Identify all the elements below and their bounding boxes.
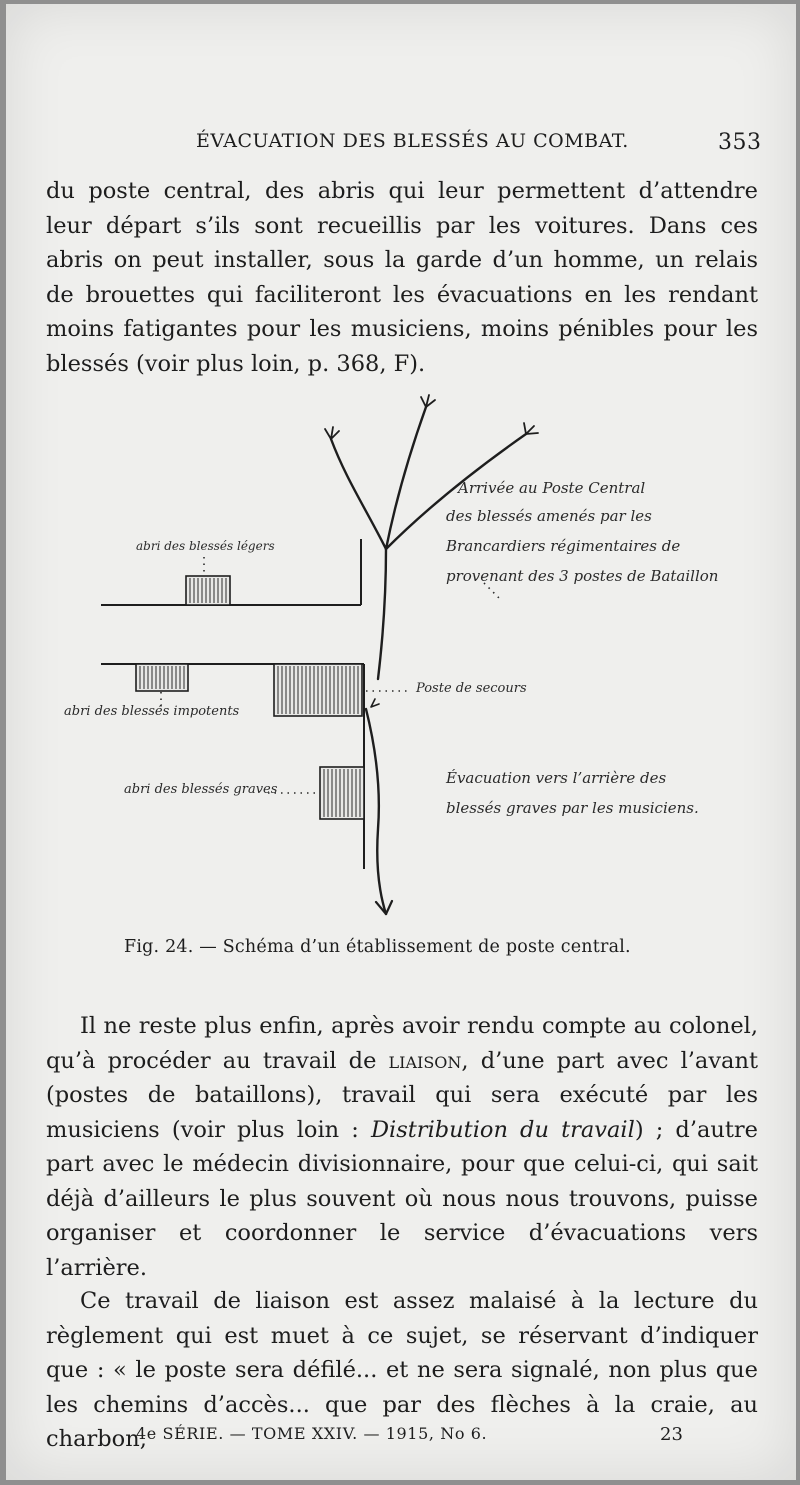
footer-series: 4e SÉRIE. — TOME XXIV. — 1915, No 6. <box>136 1424 488 1443</box>
paragraph-3: Ce travail de liaison est assez malaisé à la lecture du règlement qui est muet à ce sujet, se réservant d’indiquer que : « le poste sera défilé... et ne sera signalé, non plus que les chemins d’accès... que par des flèches à la craie, au charbon, <box>46 1288 758 1452</box>
abri-graves-box <box>320 767 364 819</box>
figure-24 <box>6 389 796 929</box>
paragraph-2-part2: , d’une part avec l’avant (postes de bataillons), travail qui sera exécuté par les musiciens (voir plus loin : <box>46 1047 758 1143</box>
liaison-term: liaison <box>388 1047 462 1074</box>
figure-drawing <box>6 389 796 929</box>
paragraph-2 <box>46 1009 758 1285</box>
evacuation-arrow <box>366 709 386 914</box>
book-page <box>6 4 796 1480</box>
label-arrival-3: Brancardiers régimentaires de <box>446 537 681 555</box>
label-arrival-1: Arrivée au Poste Central <box>458 479 646 497</box>
label-arrival-4: provenant des 3 postes de Bataillon <box>446 567 719 585</box>
label-evacuation-1: Évacuation vers l’arrière des <box>446 769 667 787</box>
label-poste-secours: Poste de secours <box>416 681 527 696</box>
page-number: 353 <box>718 130 762 155</box>
label-abri-impotents: abri des blessés impotents <box>64 704 240 719</box>
figure-caption: Fig. 24. — Schéma d’un établissement de poste central. <box>124 937 631 957</box>
abri-legers-box <box>186 576 230 605</box>
paragraph-1: du poste central, des abris qui leur permettent d’attendre leur départ s’ils sont recueillis par les voitures. Dans ces abris on peut installer, sous la garde d’un homme, un relais de brouettes qui faciliteront les évacuations en les rendant moins fatigantes pour les musiciens, moins pénibles pour les blessés (voir plus loin, p. 368, F). <box>46 178 758 377</box>
incoming-arrow-middle <box>386 407 426 549</box>
paragraph-2-part1: Il ne reste plus enfin, après avoir rendu compte au colonel, qu’à procéder au travail de <box>46 1013 758 1074</box>
trunk-arrow <box>378 549 386 679</box>
label-abri-legers: abri des blessés légers <box>136 539 275 553</box>
label-evacuation-2: blessés graves par les musiciens. <box>446 799 699 817</box>
running-title: ÉVACUATION DES BLESSÉS AU COMBAT. <box>196 130 629 152</box>
incoming-arrow-left <box>331 439 386 549</box>
footer-signature: 23 <box>660 1424 683 1445</box>
distribution-reference: Distribution du travail <box>370 1116 635 1143</box>
label-arrival-2: des blessés amenés par les <box>446 507 652 525</box>
label-abri-graves: abri des blessés graves <box>124 782 278 797</box>
paragraph-2-part3: ) ; d’autre part avec le médecin divisionnaire, pour que celui-ci, qui sait déjà d’ailleurs le plus souvent où nous nous trouvons, puisse organiser et coordonner le service d’évacuations vers l’arrière. <box>46 1116 758 1281</box>
